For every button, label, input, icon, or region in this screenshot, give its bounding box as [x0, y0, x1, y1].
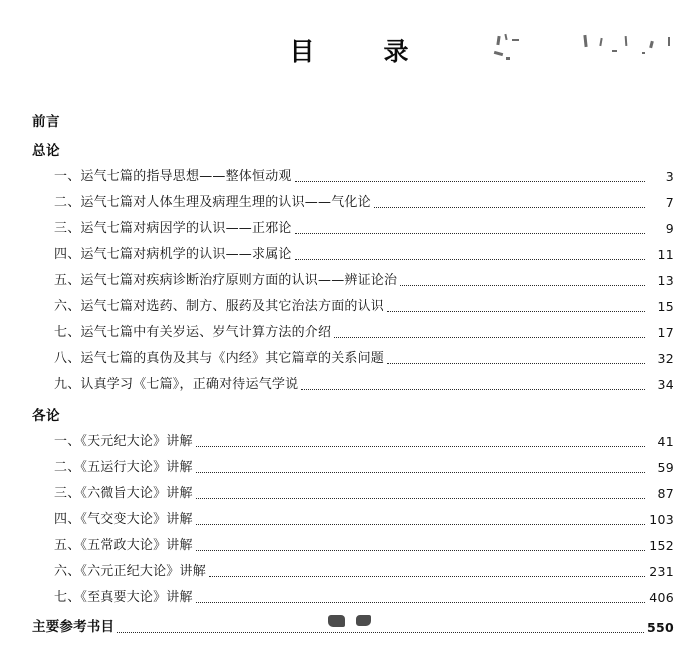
toc-entry-page: 87: [657, 486, 674, 501]
toc-entry[interactable]: [32, 194, 674, 211]
section-heading-zonglun: 总论: [32, 143, 60, 159]
ink-blot-icon: [328, 615, 345, 627]
leader-dots: [196, 594, 645, 603]
leader-dots: [387, 303, 645, 312]
toc-entry-text: 六、运气七篇对选药、制方、服药及其它治法方面的认识: [54, 299, 385, 314]
toc-entry-page: 15: [657, 299, 674, 314]
scan-speckle: [668, 37, 670, 46]
page-footer-mark: [0, 613, 698, 628]
toc-entry[interactable]: [32, 220, 674, 237]
toc-entry-page: 32: [657, 351, 674, 366]
toc-page: [0, 32, 698, 654]
leader-dots: [374, 199, 645, 208]
toc-entry[interactable]: [32, 298, 674, 315]
toc-entry-page: 231: [649, 564, 674, 579]
leader-dots: [196, 438, 645, 447]
toc-entry-text: 四、运气七篇对病机学的认识——求属论: [54, 247, 292, 262]
toc-entry-text: 五、运气七篇对疾病诊断治疗原则方面的认识——辨证论治: [54, 273, 398, 288]
toc-entry-text: 二、运气七篇对人体生理及病理生理的认识——气化论: [54, 195, 371, 210]
scan-speckle: [612, 50, 617, 52]
leader-dots: [209, 568, 645, 577]
scan-speckle: [512, 39, 519, 41]
toc-entry[interactable]: [32, 511, 674, 528]
toc-entry-text: 七、《至真要大论》讲解: [54, 590, 193, 605]
toc-entry-page: 34: [657, 377, 674, 392]
toc-entry-text: 六、《六元正纪大论》讲解: [54, 564, 206, 579]
toc-entry-page: 550: [647, 620, 674, 635]
toc-entry-page: 152: [649, 538, 674, 553]
scan-speckle: [642, 52, 645, 54]
table-of-contents: [0, 110, 698, 636]
toc-entry-page: 7: [665, 195, 674, 210]
toc-entry-page: 9: [665, 221, 674, 236]
leader-dots: [295, 173, 645, 182]
toc-entry-text: 七、运气七篇中有关岁运、岁气计算方法的介绍: [54, 325, 332, 340]
toc-entry[interactable]: [32, 589, 674, 606]
toc-entry[interactable]: [32, 246, 674, 263]
leader-dots: [301, 381, 645, 390]
toc-entry-page: 406: [649, 590, 674, 605]
leader-dots: [196, 542, 645, 551]
toc-entry[interactable]: [32, 168, 674, 185]
toc-entry-page: 11: [657, 247, 674, 262]
toc-entry-text: 三、《六微旨大论》讲解: [54, 486, 193, 501]
section-heading-gelun: 各论: [32, 408, 60, 424]
leader-dots: [295, 251, 645, 260]
leader-dots: [295, 225, 645, 234]
ink-blot-icon: [356, 615, 371, 626]
toc-entry-text: 主要参考书目: [32, 619, 115, 635]
toc-entry[interactable]: [32, 485, 674, 502]
leader-dots: [387, 355, 645, 364]
scan-speckle: [506, 57, 510, 60]
section-heading-preface: 前言: [32, 114, 60, 130]
toc-entry[interactable]: [32, 350, 674, 367]
toc-entry-text: 五、《五常政大论》讲解: [54, 538, 193, 553]
toc-entry[interactable]: [32, 272, 674, 289]
toc-entry-page: 59: [657, 460, 674, 475]
toc-entry[interactable]: [32, 433, 674, 450]
toc-entry-page: 17: [657, 325, 674, 340]
toc-entry-text: 一、《天元纪大论》讲解: [54, 434, 193, 449]
toc-entry[interactable]: [32, 459, 674, 476]
toc-entry-text: 四、《气交变大论》讲解: [54, 512, 193, 527]
page-title: 目 录: [289, 37, 431, 66]
toc-entry-text: 一、运气七篇的指导思想——整体恒动观: [54, 169, 292, 184]
leader-dots: [400, 277, 645, 286]
toc-entry[interactable]: [32, 324, 674, 341]
toc-entry[interactable]: [32, 563, 674, 580]
toc-entry-page: 41: [657, 434, 674, 449]
leader-dots: [196, 516, 645, 525]
toc-entry-text: 八、运气七篇的真伪及其与《内经》其它篇章的关系问题: [54, 351, 385, 366]
toc-entry-text: 三、运气七篇对病因学的认识——正邪论: [54, 221, 292, 236]
toc-entry-page: 13: [657, 273, 674, 288]
toc-entry-text: 二、《五运行大论》讲解: [54, 460, 193, 475]
toc-entry-text: 九、认真学习《七篇》，正确对待运气学说: [54, 377, 299, 392]
leader-dots: [334, 329, 645, 338]
toc-entry[interactable]: [32, 537, 674, 554]
leader-dots: [196, 464, 645, 473]
toc-entry-page: 103: [649, 512, 674, 527]
toc-entry[interactable]: [32, 376, 674, 393]
toc-entry-page: 3: [665, 169, 674, 184]
leader-dots: [196, 490, 645, 499]
